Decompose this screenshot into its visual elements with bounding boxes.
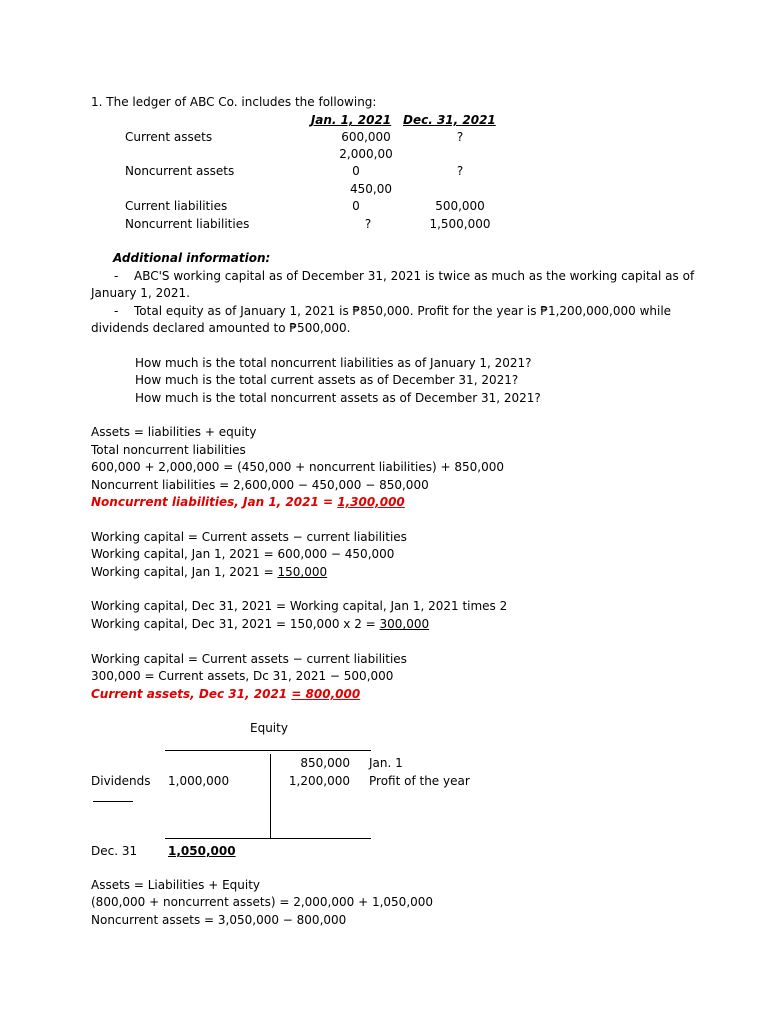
answer-current-assets [91, 687, 360, 701]
debit-label: Dividends [91, 774, 151, 788]
column-header-jan: Jan. 1, 2021 [310, 113, 392, 127]
answer-label: Noncurrent liabilities, Jan 1, 2021 = [91, 495, 338, 509]
solution-line: Assets = Liabilities + Equity [91, 878, 261, 892]
solution-line: Working capital = Current assets − current liabilities [91, 652, 407, 666]
column-header-dec: Dec. 31, 2021 [403, 113, 496, 127]
solution-line: Total noncurrent liabilities [91, 443, 246, 457]
question-3: How much is the total noncurrent assets as of December 31, 2021? [135, 391, 541, 405]
additional-info-2-cont: dividends declared amounted to ₱500,000. [91, 321, 351, 335]
row-dec-value: ? [456, 164, 464, 178]
question-1: How much is the total noncurrent liabilities as of January 1, 2021? [135, 356, 532, 370]
solution-line: Assets = liabilities + equity [91, 425, 257, 439]
row-label: Noncurrent assets [125, 164, 235, 178]
solution-line: Noncurrent liabilities = 2,600,000 − 450,000 − 850,000 [91, 478, 429, 492]
bullet-dash: - [114, 304, 119, 318]
solution-value: 300,000 [379, 617, 430, 631]
balance-amount: 1,050,000 [168, 844, 236, 858]
solution-line: 300,000 = Current assets, Dc 31, 2021 − 500,000 [91, 669, 394, 683]
bullet-dash: - [114, 269, 119, 283]
row-label: Current assets [125, 130, 213, 144]
row-label: Noncurrent liabilities [125, 217, 250, 231]
additional-heading: Additional information: [113, 251, 271, 265]
credit-label: Jan. 1 [369, 756, 403, 770]
solution-line: Noncurrent assets = 3,050,000 − 800,000 [91, 913, 347, 927]
additional-info-1-cont: January 1, 2021. [91, 286, 190, 300]
solution-line [91, 617, 429, 631]
row-jan-value: ? [364, 217, 372, 231]
credit-amount: 850,000 [300, 756, 350, 770]
t-account-divider [270, 754, 271, 838]
credit-label: Profit of the year [369, 774, 470, 788]
row-dec-value: 1,500,000 [429, 217, 491, 231]
credit-amount: 1,200,000 [288, 774, 350, 788]
answer-noncurrent-liabilities [91, 495, 405, 509]
solution-line: Working capital = Current assets − current liabilities [91, 530, 407, 544]
solution-line: (800,000 + noncurrent assets) = 2,000,000 + 1,050,000 [91, 895, 434, 909]
row-jan-value: 450,00 [350, 182, 392, 196]
row-jan-value: 0 [352, 164, 360, 178]
solution-label: Working capital, Jan 1, 2021 = [91, 565, 278, 579]
additional-info-1: ABC'S working capital as of December 31, 2021 is twice as much as the working capital as of [134, 269, 695, 283]
answer-value: = 800,000 [291, 687, 361, 701]
answer-value: 1,300,000 [337, 495, 405, 509]
answer-label: Current assets, Dec 31, 2021 [91, 687, 292, 701]
row-dec-value: ? [456, 130, 464, 144]
additional-info-2: Total equity as of January 1, 2021 is ₱850,000. Profit for the year is ₱1,200,000,000 while [134, 304, 672, 318]
debit-amount: 1,000,000 [168, 774, 230, 788]
row-label: Current liabilities [125, 199, 228, 213]
dividends-underline [93, 801, 133, 802]
t-account-title: Equity [250, 721, 288, 735]
problem-intro: 1. The ledger of ABC Co. includes the following: [91, 95, 377, 109]
question-2: How much is the total current assets as of December 31, 2021? [135, 373, 519, 387]
balance-label: Dec. 31 [91, 844, 138, 858]
solution-line [91, 565, 327, 579]
t-account-top-line [165, 750, 371, 751]
solution-label: Working capital, Dec 31, 2021 = 150,000 x 2 = [91, 617, 380, 631]
row-jan-value: 600,000 [341, 130, 391, 144]
solution-line: 600,000 + 2,000,000 = (450,000 + noncurrent liabilities) + 850,000 [91, 460, 505, 474]
solution-line: Working capital, Dec 31, 2021 = Working capital, Jan 1, 2021 times 2 [91, 599, 508, 613]
row-dec-value: 500,000 [435, 199, 485, 213]
solution-value: 150,000 [277, 565, 328, 579]
row-jan-value: 0 [352, 199, 360, 213]
solution-line: Working capital, Jan 1, 2021 = 600,000 − 450,000 [91, 547, 395, 561]
row-jan-value: 2,000,00 [339, 147, 393, 161]
t-account-total-line [165, 838, 371, 839]
